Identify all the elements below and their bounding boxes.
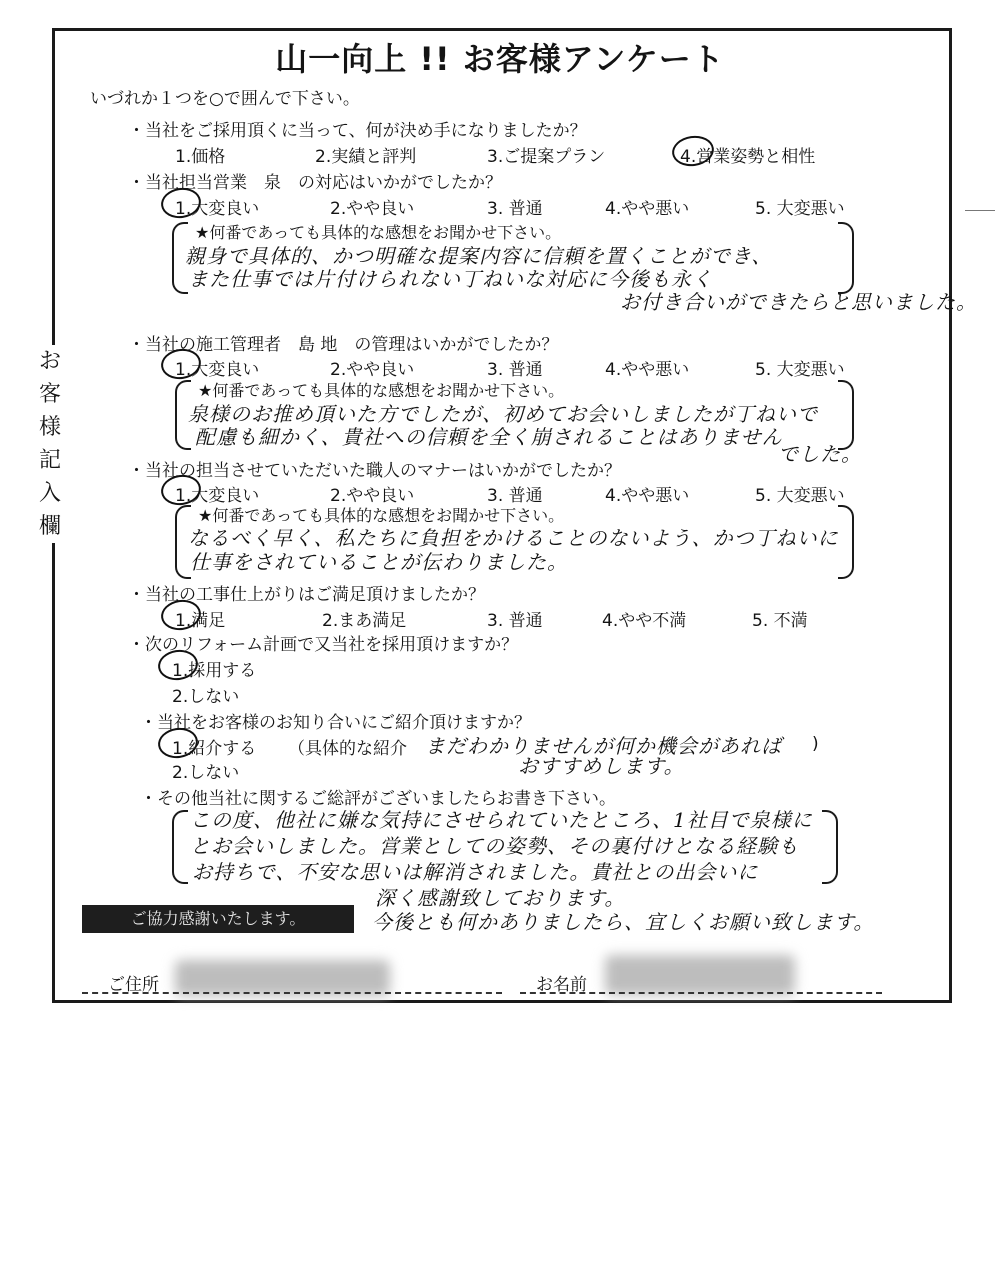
q6-option-2[interactable]: 2.しない bbox=[172, 687, 240, 707]
q4-comment-prompt: ★何番であっても具体的な感想をお聞かせ下さい。 bbox=[198, 506, 565, 525]
q8-handwritten-line: とお会いしました。営業としての姿勢、その裏付けとなる経験も bbox=[190, 834, 799, 858]
side-char: 欄 bbox=[38, 514, 61, 539]
q3-option-3[interactable]: 3. 普通 bbox=[487, 360, 543, 380]
name-redacted bbox=[605, 955, 795, 995]
question-8-text: ・その他当社に関するご総評がございましたらお書き下さい。 bbox=[140, 789, 616, 809]
question-4-text: ・当社の担当させていただいた職人のマナーはいかがでしたか？ bbox=[128, 461, 621, 481]
address-redacted bbox=[175, 960, 390, 996]
q2-handwritten-line: 親身で具体的、かつ明確な提案内容に信頼を置くことができ、 bbox=[185, 244, 773, 268]
q2-option-4[interactable]: 4.やや悪い bbox=[605, 199, 690, 219]
side-char: 入 bbox=[38, 481, 61, 506]
q2-option-2[interactable]: 2.やや良い bbox=[330, 199, 415, 219]
thank-you-banner: ご協力感謝いたします。 bbox=[82, 905, 354, 933]
question-3-text: ・当社の施工管理者 島 地 の管理はいかがでしたか？ bbox=[128, 335, 559, 355]
name-label: お名前 bbox=[536, 975, 587, 995]
question-2-text: ・当社担当営業 泉 の対応はいかがでしたか？ bbox=[128, 173, 502, 193]
q5-option-3[interactable]: 3. 普通 bbox=[487, 611, 543, 631]
address-line bbox=[82, 992, 502, 994]
q8-handwritten-line: お持ちで、不安な思いは解消されました。貴社との出会いに bbox=[192, 860, 759, 884]
q7-detail-label: （具体的な紹介 bbox=[288, 739, 407, 759]
q1-option-4[interactable]: 4.営業姿勢と相性 bbox=[680, 147, 816, 167]
side-char: 記 bbox=[38, 448, 61, 473]
q7-detail-close: ) bbox=[812, 734, 819, 754]
q7-option-2[interactable]: 2.しない bbox=[172, 763, 240, 783]
q4-option-4[interactable]: 4.やや悪い bbox=[605, 486, 690, 506]
margin-mark bbox=[965, 210, 995, 211]
q4-handwritten-line: 仕事をされていることが伝わりました。 bbox=[190, 550, 568, 574]
form-title: 山一向上 !! お客様アンケート bbox=[275, 40, 725, 78]
q3-option-4[interactable]: 4.やや悪い bbox=[605, 360, 690, 380]
q4-option-5[interactable]: 5. 大変悪い bbox=[755, 486, 845, 506]
q4-handwritten-line: なるべく早く、私たちに負担をかけることのないよう、かつ丁ねいに bbox=[188, 526, 839, 550]
side-label-customer-entry bbox=[34, 345, 66, 543]
q4-comment-bracket-right bbox=[838, 505, 854, 579]
q8-comment-bracket-right bbox=[822, 810, 838, 884]
q2-handwritten-line: また仕事では片付けられない丁ねいな対応に今後も永く bbox=[188, 267, 713, 291]
question-1-text: ・当社をご採用頂くに当って、何が決め手になりましたか？ bbox=[128, 121, 587, 141]
q3-handwritten-line: 泉様のお推め頂いた方でしたが、初めてお会いしましたが丁ねいで bbox=[188, 402, 818, 426]
q7-option-1[interactable]: 1.紹介する bbox=[172, 739, 257, 759]
q4-option-1[interactable]: 1.大変良い bbox=[175, 486, 260, 506]
question-5-text: ・当社の工事仕上がりはご満足頂けましたか？ bbox=[128, 585, 485, 605]
address-label: ご住所 bbox=[108, 975, 159, 995]
q5-option-4[interactable]: 4.やや不満 bbox=[602, 611, 687, 631]
q4-option-2[interactable]: 2.やや良い bbox=[330, 486, 415, 506]
q5-option-5[interactable]: 5. 不満 bbox=[752, 611, 808, 631]
q2-option-1[interactable]: 1.大変良い bbox=[175, 199, 260, 219]
q7-handwritten-line: まだわかりませんが何か機会があれば bbox=[425, 734, 782, 758]
side-char: お bbox=[38, 349, 61, 374]
q2-comment-bracket-right bbox=[838, 222, 854, 294]
q3-option-5[interactable]: 5. 大変悪い bbox=[755, 360, 845, 380]
name-line bbox=[520, 992, 882, 994]
q2-comment-prompt: ★何番であっても具体的な感想をお聞かせ下さい。 bbox=[195, 223, 562, 242]
side-char: 様 bbox=[38, 415, 61, 440]
q3-option-1[interactable]: 1.大変良い bbox=[175, 360, 260, 380]
q1-option-3[interactable]: 3.ご提案プラン bbox=[487, 147, 606, 167]
q8-comment-bracket-left bbox=[172, 810, 188, 884]
q8-handwritten-line: 深く感謝致しております。 bbox=[375, 886, 626, 910]
q3-option-2[interactable]: 2.やや良い bbox=[330, 360, 415, 380]
q6-option-1[interactable]: 1.採用する bbox=[172, 661, 257, 681]
instruction-text: いづれか１つを○で囲んで下さい。 bbox=[90, 89, 360, 109]
q4-option-3[interactable]: 3. 普通 bbox=[487, 486, 543, 506]
q2-handwritten-line: お付き合いができたらと思いました。 bbox=[620, 290, 977, 314]
q3-comment-prompt: ★何番であっても具体的な感想をお聞かせ下さい。 bbox=[198, 381, 565, 400]
q2-option-3[interactable]: 3. 普通 bbox=[487, 199, 543, 219]
question-7-text: ・当社をお客様のお知り合いにご紹介頂けますか？ bbox=[140, 713, 531, 733]
q5-option-1[interactable]: 1.満足 bbox=[175, 611, 226, 631]
q5-option-2[interactable]: 2.まあ満足 bbox=[322, 611, 407, 631]
question-6-text: ・次のリフォーム計画で又当社を採用頂けますか？ bbox=[128, 635, 519, 655]
q3-handwritten-line: 配慮も細かく、貴社への信頼を全く崩されることはありません bbox=[195, 425, 783, 449]
q7-handwritten-line: おすすめします。 bbox=[518, 754, 685, 778]
q2-option-5[interactable]: 5. 大変悪い bbox=[755, 199, 845, 219]
side-char: 客 bbox=[38, 382, 61, 407]
q8-handwritten-line: この度、他社に嫌な気持にさせられていたところ、1社目で泉様に bbox=[190, 808, 813, 832]
q1-option-1[interactable]: 1.価格 bbox=[175, 147, 226, 167]
q1-option-2[interactable]: 2.実績と評判 bbox=[315, 147, 417, 167]
q8-handwritten-line: 今後とも何かありましたら、宜しくお願い致します。 bbox=[372, 910, 875, 934]
q3-handwritten-line: でした。 bbox=[778, 442, 862, 466]
